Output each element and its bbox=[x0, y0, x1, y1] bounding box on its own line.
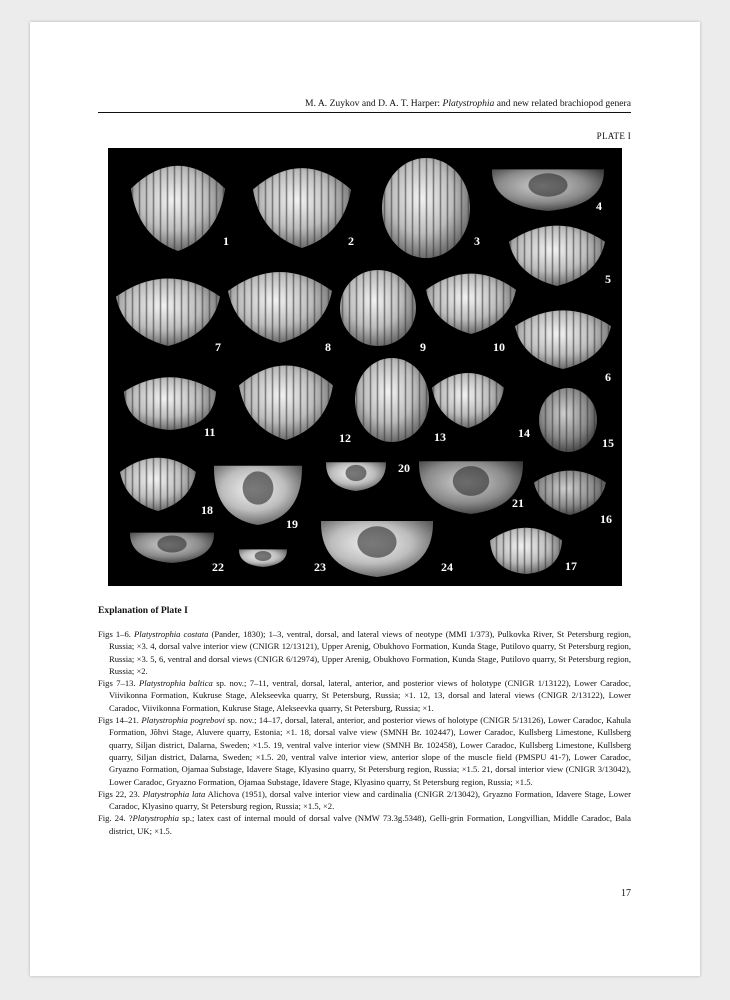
figure-number: 20 bbox=[398, 461, 410, 475]
caption-figs-1-6 bbox=[98, 628, 631, 677]
caption-lead: Figs 1–6. bbox=[98, 629, 135, 639]
shell-ribs bbox=[382, 158, 470, 258]
caption-figs-7-13 bbox=[98, 677, 631, 714]
figure-number: 10 bbox=[493, 340, 505, 354]
figure-number: 5 bbox=[605, 272, 611, 286]
specimen-13 bbox=[355, 358, 429, 442]
figure-number: 8 bbox=[325, 340, 331, 354]
caption-figs-22-23 bbox=[98, 788, 631, 813]
running-head-genus: Platystrophia bbox=[442, 98, 495, 109]
caption-taxon: Platystrophia bbox=[132, 813, 179, 824]
journal-page bbox=[30, 22, 700, 976]
caption-lead: Figs 7–13. bbox=[98, 678, 140, 689]
caption-lead: Figs 22, 23. bbox=[98, 788, 143, 799]
figure-number: 11 bbox=[204, 425, 216, 439]
figure-number: 22 bbox=[212, 560, 224, 574]
specimen-9 bbox=[340, 270, 416, 346]
figure-number: 1 bbox=[223, 234, 229, 248]
page-number: 17 bbox=[621, 888, 631, 899]
shell-ribs bbox=[539, 388, 597, 452]
plate-figure bbox=[108, 148, 622, 586]
figure-number: 16 bbox=[600, 512, 612, 526]
muscle-scar bbox=[157, 535, 186, 552]
muscle-scar bbox=[346, 465, 367, 481]
muscle-scar bbox=[528, 173, 567, 196]
caption-text: sp.; latex cast of internal mould of dorsal valve (NMW 73.3g.5348), Gelli-grin Formation, Longvillian, Middle Caradoc, Bala district, UK; ×1.5. bbox=[109, 813, 631, 836]
shell-ribs bbox=[340, 270, 416, 346]
caption-text: sp. nov.; 7–11, ventral, dorsal, lateral, anterior, and posterior views of holotype (CNIGR 1/13122), Lower Caradoc, Viivikonna Formation, Kukruse Stage, Alekseevka quarry, St Petersburg, Russia; ×1. 12, 13, dorsal and lateral views (CNIGR 2/13122), Lower Caradoc, Viivikonna Formation, Kukruse Stage, Alekseevka quarry, St Petersburg, Russia; ×1. bbox=[109, 678, 632, 713]
explanation-title: Explanation of Plate I bbox=[98, 605, 188, 616]
figure-number: 13 bbox=[434, 430, 446, 444]
figure-number: 14 bbox=[518, 426, 530, 440]
caption-fig-24 bbox=[98, 812, 631, 837]
figure-number: 24 bbox=[441, 560, 453, 574]
figure-number: 9 bbox=[420, 340, 426, 354]
figure-number: 17 bbox=[565, 559, 577, 573]
figure-number: 4 bbox=[596, 199, 602, 213]
caption-text: Alichova (1951), dorsal valve interior view and cardinalia (CNIGR 2/13042), Gryazno Formation, Idavere Stage, Lower Caradoc, Klyasino quarry, St Petersburg region, Russia; ×1.5, ×2. bbox=[109, 788, 631, 812]
caption-figs-14-21 bbox=[98, 714, 631, 788]
figure-number: 2 bbox=[348, 234, 354, 248]
muscle-scar bbox=[255, 551, 272, 561]
specimen-15 bbox=[539, 388, 597, 452]
running-head-authors: M. A. Zuykov and D. A. T. Harper: bbox=[305, 98, 443, 109]
caption-lead: Fig. 24. ? bbox=[98, 813, 133, 824]
caption-taxon: Platystrophia baltica bbox=[139, 678, 213, 689]
fossil-plate bbox=[108, 148, 622, 586]
figure-number: 12 bbox=[339, 431, 351, 445]
figure-number: 23 bbox=[314, 560, 326, 574]
muscle-scar bbox=[357, 526, 396, 558]
figure-number: 21 bbox=[512, 496, 524, 510]
figure-number: 15 bbox=[602, 436, 614, 450]
figure-number: 18 bbox=[201, 503, 213, 517]
caption-taxon: Platystrophia costata bbox=[134, 629, 209, 639]
running-head bbox=[98, 98, 631, 113]
figure-number: 19 bbox=[286, 517, 298, 531]
plate-label: PLATE I bbox=[596, 131, 631, 141]
caption-text: (Pander, 1830); 1–3, ventral, dorsal, and lateral views of neotype (MMI 1/373), Pulkovka River, St Petersburg region, Russia; ×3. 4, dorsal valve interior view (CNIGR 12/13121), Upper Arenig, Obukhovo Formation, Kunda Stage, Putilovo quarry, St Petersburg region, Russia; ×3. 5, 6, ventral and dorsal views (CNIGR 6/12974), Upper Arenig, Obukhovo Formation, Kunda Stage, Putilovo quarry, St Petersburg region, Russia; ×2. bbox=[109, 629, 631, 676]
muscle-scar bbox=[453, 466, 489, 496]
running-head-rest: and new related brachiopod genera bbox=[494, 98, 631, 109]
caption-taxon: Platystrophia lata bbox=[142, 788, 206, 799]
muscle-scar bbox=[243, 471, 274, 504]
figure-number: 6 bbox=[605, 370, 611, 384]
figure-number: 7 bbox=[215, 340, 221, 354]
specimen-3 bbox=[382, 158, 470, 258]
caption-taxon: Platystrophia pogrebovi bbox=[141, 715, 225, 726]
plate-captions bbox=[98, 628, 631, 837]
caption-text: sp. nov.; 14–17, dorsal, lateral, anterior, and posterior views of holotype (CNIGR 5/13126), Lower Caradoc, Kahula Formation, Jõhvi Stage, Aluvere quarry, Estonia; ×1. 18, dorsal valve view (SMNH Br. 102447), Lower Caradoc, Kullsberg Limestone, Kullsberg quarry, Siljan district, Dalarna, Sweden; ×1.5. 19, ventral valve interior view (SMNH Br. 102458), Lower Caradoc, Kullsberg Limestone, Kullsberg quarry, Siljan district, Dalarna, Sweden; ×1.5. 20, ventral valve interior view, anterior slope of the muscle field (PMSPU 41-7), Lower Caradoc, Gryazno Formation, Ojamaa Substage, Idavere Stage, Klyasino quarry, St Petersburg region, Russia; ×1.5. 21, dorsal interior view (CNIGR 3/13042), Lower Caradoc, Gryazno Formation, Ojamaa Substage, Idavere Stage, Klyasino quarry, St Petersburg region, Russia; ×1.5. bbox=[109, 715, 631, 787]
caption-lead: Figs 14–21. bbox=[98, 715, 142, 726]
shell-ribs bbox=[355, 358, 429, 442]
figure-number: 3 bbox=[474, 234, 480, 248]
